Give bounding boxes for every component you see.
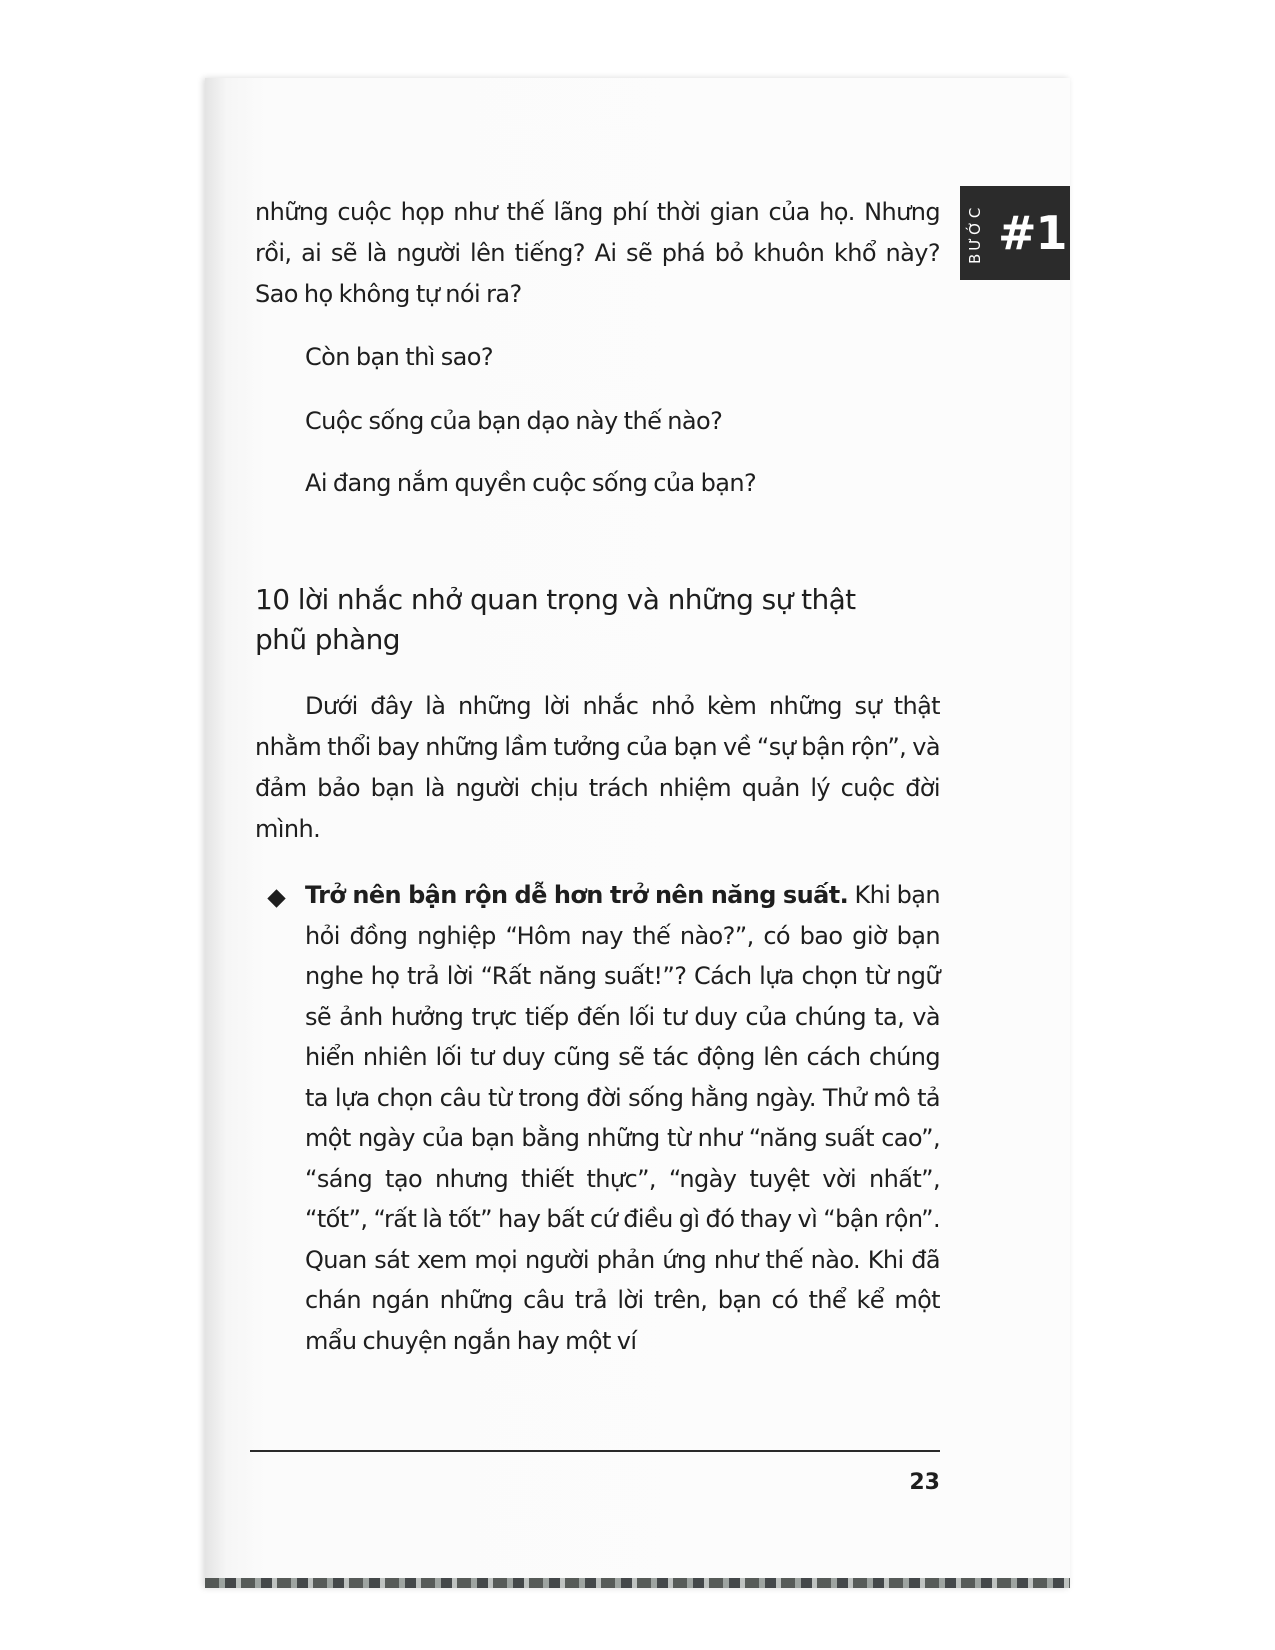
bullet-item xyxy=(305,875,940,1361)
step-tab-word: BƯỚC xyxy=(966,204,984,264)
bullet-body: Khi bạn hỏi đồng nghiệp “Hôm nay thế nào?”, có bao giờ bạn nghe họ trả lời “Rất năng suất!”? Cách lựa chọn từ ngữ sẽ ảnh hưởng trực tiếp đến lối tư duy của chúng ta, và hiển nhiên lối tư duy cũng sẽ tác động lên cách chúng ta lựa chọn câu từ trong đời sống hằng ngày. Thử mô tả một ngày của bạn bằng những từ như “năng suất cao”, “sáng tạo nhưng thiết thực”, “ngày tuyệt vời nhất”, “tốt”, “rất là tốt” hay bất cứ điều gì đó thay vì “bận rộn”. Quan sát xem mọi người phản ứng như thế nào. Khi đã chán ngán những câu trả lời trên, bạn có thể kể một mẩu chuyện ngắn hay một ví xyxy=(305,881,941,1355)
bullet-title: Trở nên bận rộn dễ hơn trở nên năng suất. xyxy=(305,881,849,909)
intro-paragraph: Dưới đây là những lời nhắc nhỏ kèm những sự thật nhằm thổi bay những lầm tưởng của bạn về “sự bận rộn”, và đảm bảo bạn là người chịu trách nhiệm quản lý cuộc đời mình. xyxy=(255,692,940,843)
step-tab-number: #1 xyxy=(998,206,1067,260)
question-2: Cuộc sống của bạn dạo này thế nào? xyxy=(305,407,723,435)
page-bottom-edge xyxy=(205,1578,1070,1588)
question-1: Còn bạn thì sao? xyxy=(305,343,494,371)
page-number: 23 xyxy=(909,1470,940,1495)
step-tab xyxy=(960,186,1070,280)
footer-rule xyxy=(250,1450,940,1452)
continued-paragraph: những cuộc họp như thế lãng phí thời gian của họ. Nhưng rồi, ai sẽ là người lên tiếng? Ai sẽ phá bỏ khuôn khổ này? Sao họ không tự nói ra? xyxy=(255,198,940,308)
section-heading: 10 lời nhắc nhở quan trọng và những sự thật phũ phàng xyxy=(255,583,856,656)
question-3: Ai đang nắm quyền cuộc sống của bạn? xyxy=(305,469,757,497)
